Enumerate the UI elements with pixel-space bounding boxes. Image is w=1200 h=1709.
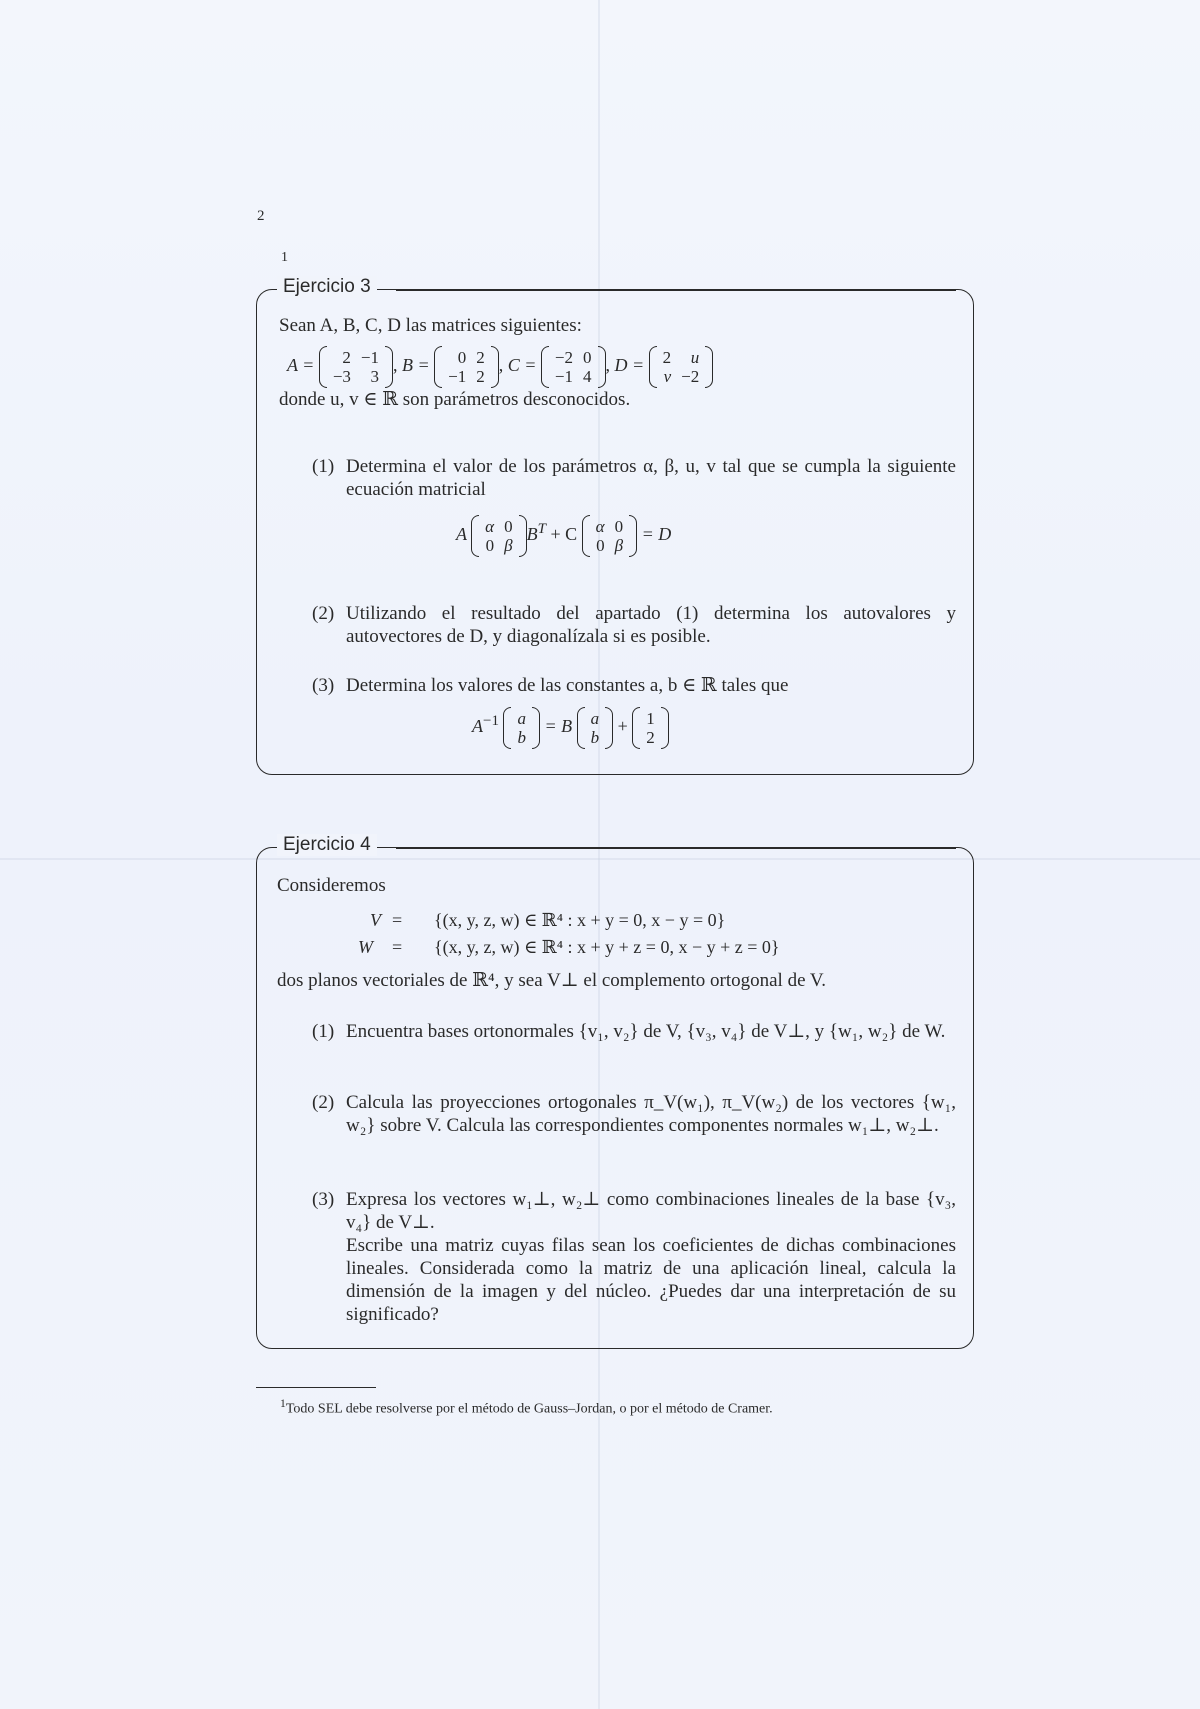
zero-cell: 0 [485, 536, 495, 555]
zero-cell: 0 [504, 517, 513, 536]
matrix-A-cell: 3 [370, 367, 380, 386]
definition-W [358, 937, 938, 961]
matrix-D-cell: 2 [662, 348, 672, 367]
item-text: Calcula las proyecciones ortogonales π_V(w₁), π_V(w₂) de los vectores {w₁, w₂} sobre V. Calcula las correspondientes componentes normales w₁⊥, w₂⊥. [346, 1092, 956, 1136]
eq3-matrix-A: A [472, 716, 483, 737]
matrix-D [649, 348, 714, 386]
alpha-cell: α [595, 517, 605, 536]
exercise-4-intro: Consideremos [277, 875, 386, 896]
vector-cell: b [517, 728, 526, 747]
item-number: (1) [312, 456, 335, 477]
matrix-B-label: B = [402, 355, 430, 376]
matrix-B-cell: 0 [457, 348, 467, 367]
exercise-4-after-defs: dos planos vectoriales de ℝ⁴, y sea V⊥ el complemento ortogonal de V. [277, 970, 826, 991]
zero-cell: 0 [596, 536, 605, 555]
footnote-mark: 1 [280, 1397, 286, 1410]
exercise-3-equation-3 [472, 709, 669, 747]
matrix-D-cell: v [663, 367, 672, 386]
item-text: Determina el valor de los parámetros α, β, u, v tal que se cumpla la siguiente ecuación matricial [346, 456, 956, 500]
eq1-plus-C: + C [550, 524, 578, 545]
item-number: (3) [312, 1189, 335, 1210]
item-text: Encuentra bases ortonormales {v₁, v₂} de V, {v₃, v₄} de V⊥, y {w₁, w₂} de W. [346, 1021, 946, 1042]
footnote-text: Todo SEL debe resolverse por el método de Gauss–Jordan, o por el método de Cramer. [285, 1401, 773, 1417]
eq1-matrix-B: B [526, 524, 538, 545]
vector-ab-2 [577, 709, 614, 747]
matrix-A-cell: 2 [342, 348, 351, 367]
inverse-mark: −1 [483, 713, 499, 730]
matrix-C-label: C = [507, 355, 537, 376]
matrix-B-cell: 2 [476, 367, 485, 386]
item-text: Utilizando el resultado del apartado (1) determina los autovalores y autovectores de D, y diagonalízala si es posible. [346, 603, 956, 647]
def-lhs: V [370, 910, 381, 930]
item-text-continued: Escribe una matriz cuyas filas sean los coeficientes de dichas combinaciones lineales. Considerada como la matriz de una aplicación lineal, calcula la dimensión de la imagen y del núcleo. ¿Puedes dar una interpretación de su significado? [346, 1235, 956, 1325]
eq3-plus: + [617, 716, 628, 737]
page-number: 2 [257, 208, 265, 224]
def-eq: = [392, 910, 403, 930]
item-number: (2) [312, 603, 335, 624]
footnote-marker: 1 [281, 250, 288, 265]
matrix-C-cell: 0 [583, 348, 592, 367]
footnote-rule [256, 1387, 376, 1388]
beta-cell: β [614, 536, 624, 555]
item-number: (2) [312, 1092, 335, 1113]
item-number: (3) [312, 675, 335, 696]
exercise-4-item-3 [312, 1188, 956, 1328]
exercise-4-item-1 [312, 1020, 956, 1070]
matrix-A [319, 348, 393, 386]
eq1-matrix-A: A [456, 524, 467, 545]
item-number: (1) [312, 1021, 335, 1042]
matrix-D-label: D = [614, 355, 645, 376]
footnote [280, 1397, 773, 1418]
exercise-4-item-2 [312, 1091, 956, 1165]
eq1-matrix-alpha-beta [471, 517, 526, 555]
def-lhs: W [358, 937, 373, 957]
item-body [346, 1188, 956, 1326]
vector-cell: 2 [646, 728, 655, 747]
eq1-matrix-alpha-beta-2 [582, 517, 637, 555]
matrix-D-cell: u [690, 348, 700, 367]
exercise-3-item-2 [312, 602, 956, 652]
def-eq: = [392, 937, 403, 957]
vector-cell: 1 [646, 709, 655, 728]
definition-V [370, 910, 930, 934]
zero-cell: 0 [614, 517, 624, 536]
matrix-B [434, 348, 499, 386]
beta-cell: β [504, 536, 513, 555]
matrix-C-cell: −2 [554, 348, 574, 367]
matrix-C [541, 348, 606, 386]
alpha-cell: α [485, 517, 495, 536]
matrix-C-cell: −1 [554, 367, 574, 386]
transpose-mark: T [537, 521, 546, 538]
matrix-A-cell: −3 [332, 367, 351, 386]
exercise-4-title: Ejercicio 4 [277, 834, 377, 856]
item-text: Expresa los vectores w₁⊥, w₂⊥ como combinaciones lineales de la base {v₃, v₄} de V⊥. [346, 1189, 956, 1233]
exercise-3-title: Ejercicio 3 [277, 276, 377, 298]
exercise-3-item-3 [312, 674, 956, 700]
matrix-definitions-row: A = 2 −1 −3 3 , B = 0 2 −1 2 , C = −2 0 −1 4 , D = 2 u v −2 [287, 348, 713, 386]
def-rhs: {(x, y, z, w) ∈ ℝ⁴ : x + y = 0, x − y = 0} [434, 910, 726, 930]
exercise-3-intro: Sean A, B, C, D las matrices siguientes: [279, 315, 582, 336]
matrix-A-label: A = [287, 355, 315, 376]
matrix-B-cell: −1 [448, 367, 467, 386]
vector-cell: a [590, 709, 600, 728]
matrix-A-cell: −1 [360, 348, 380, 367]
matrix-D-cell: −2 [681, 367, 700, 386]
eq1-rhs: = D [641, 524, 672, 545]
exercise-3-equation-1 [456, 517, 671, 555]
vector-cell: a [517, 709, 526, 728]
def-rhs: {(x, y, z, w) ∈ ℝ⁴ : x + y + z = 0, x − y + z = 0} [434, 937, 780, 957]
item-text: Determina los valores de las constantes a, b ∈ ℝ tales que [346, 675, 789, 696]
exercise-3-header-rule [396, 289, 956, 291]
matrix-B-cell: 2 [476, 348, 485, 367]
vector-12 [632, 709, 669, 747]
matrix-C-cell: 4 [583, 367, 592, 386]
vector-cell: b [590, 728, 600, 747]
vector-ab [503, 709, 540, 747]
exercise-4-header-rule [396, 847, 956, 849]
exercise-3-params-note: donde u, v ∈ ℝ son parámetros desconocidos. [279, 389, 631, 410]
exercise-3-item-1 [312, 455, 956, 505]
eq3-equals-B: = B [544, 716, 573, 737]
